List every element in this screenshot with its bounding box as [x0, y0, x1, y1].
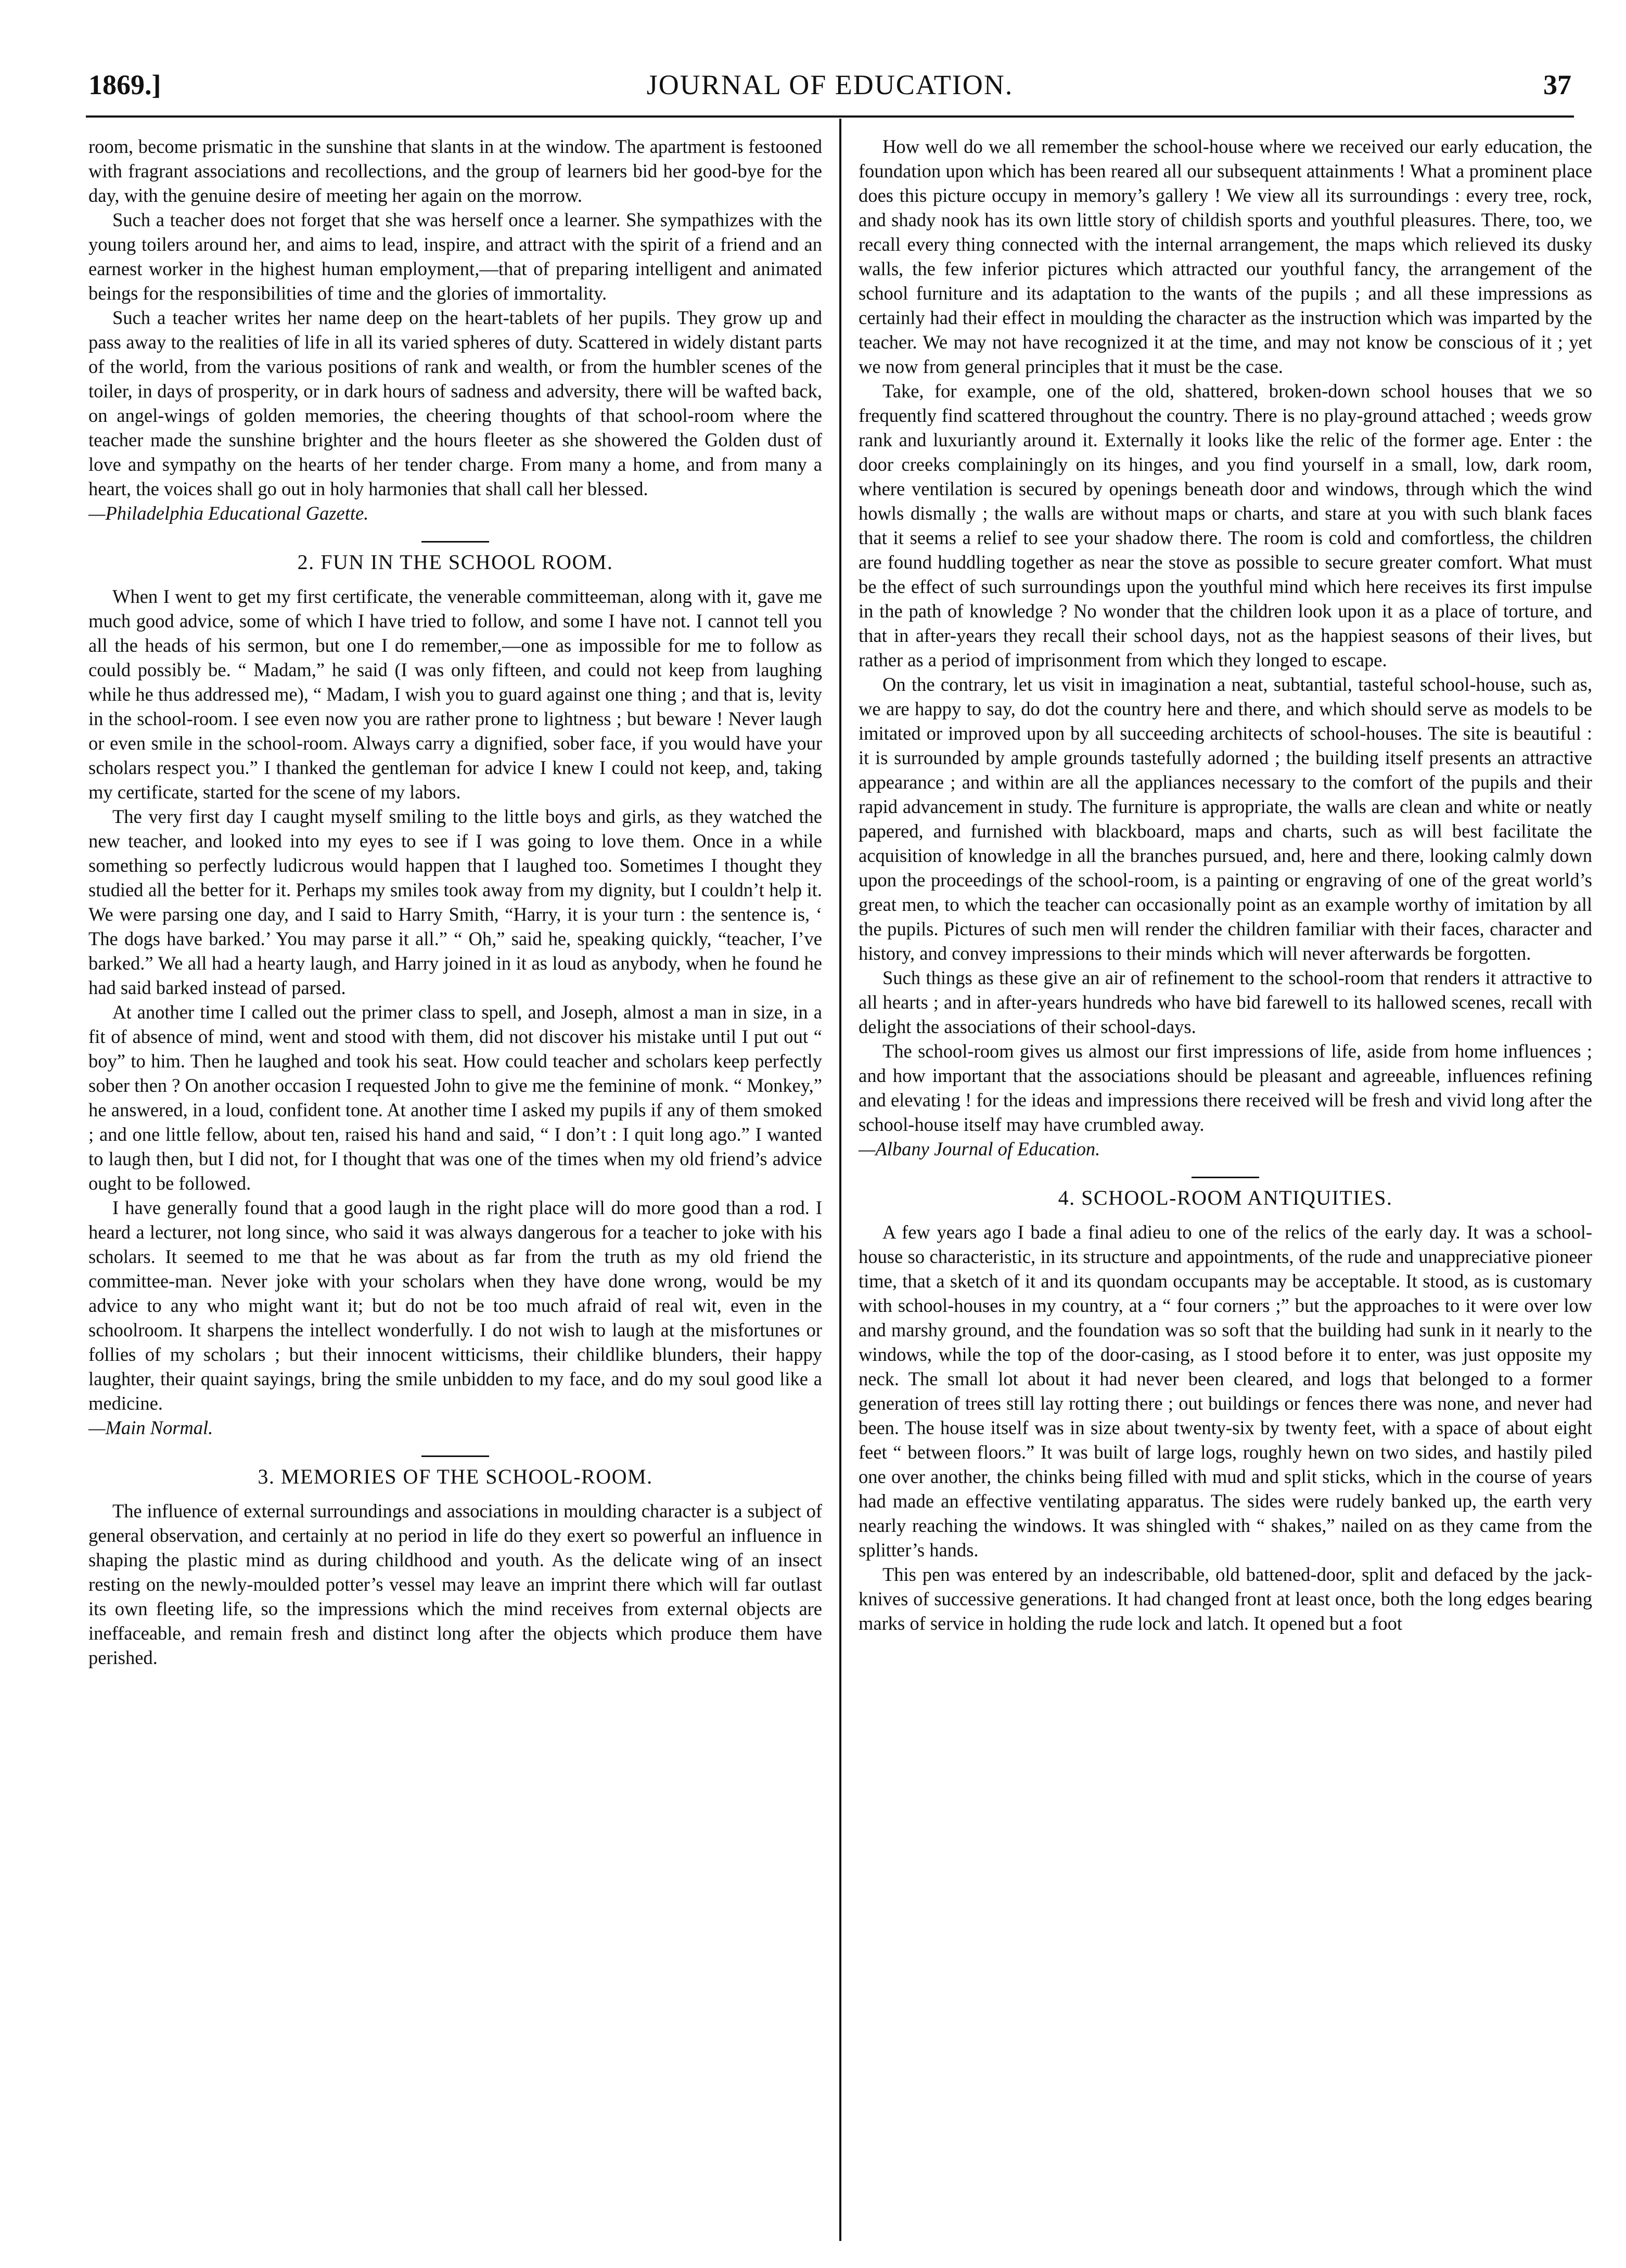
section-rule	[1192, 1177, 1259, 1178]
source-attribution: —Philadelphia Educational Gazette.	[88, 502, 369, 524]
paragraph: Take, for example, one of the old, shattered, broken-down school houses that we so frequently find scattered throughout the country. There is no play-ground attached ; weeds grow rank and luxuriantly around it. Externally it looks like the relic of the former age. Enter : the door creeks complainingly on its hinges, and you find yourself in a small, low, dark room, where ventilation is secured by openings beneath door and windows, through which the wind howls dismally ; the walls are without maps or charts, and stare at you with such blank faces that it seems a relief to see your shadow there. The room is cold and comfortless, the children are found huddling together as near the stove as possible to secure greater comfort. What must be the effect of such surroundings upon the youthful mind which here receives its first impulse in the path of knowledge ? No wonder that the children look upon it as a place of torture, and that in after-years they recall their school days, not as the happiest seasons of their lives, but rather as a period of imprisonment from which they longed to escape.	[859, 380, 1592, 671]
left-column	[88, 134, 822, 1670]
section-rule	[421, 541, 489, 543]
column-divider	[839, 119, 841, 2241]
paragraph: How well do we all remember the school-house where we received our early education, the foundation upon which has been reared all our subsequent attainments ! What a prominent place does this picture occupy in memory’s gallery ! We view all its surroundings : every tree, rock, and shady nook has its own little story of childish sports and youthful pleasures. There, too, we recall every thing connected with the internal arrangement, the maps which relieved its dusky walls, the few inferior pictures which attracted our youthful fancy, the arrangement of the school furniture and its adaptation to the wants of the pupils ; and all these impressions as certainly had their effect in moulding the character as the instruction which was imparted by the teacher. We may not have recognized it at the time, and may not know be conscious of it ; yet we now from general principles that it must be the case.	[859, 136, 1592, 377]
section-title: 4. SCHOOL-ROOM ANTIQUITIES.	[1058, 1186, 1393, 1209]
paragraph: The very first day I caught myself smiling to the little boys and girls, as they watched the new teacher, and looked into my eyes to see if I was going to love them. Once in a while something so perfectly ludicrous would happen that I laughed too. Sometimes I thought they studied all the better for it. Perhaps my smiles took away from my dignity, but I couldn’t help it. We were parsing one day, and I said to Harry Smith, “Harry, it is your turn : the sentence is, ‘ The dogs have barked.’ You may parse it all.” “ Oh,” said he, speaking quickly, “teacher, I’ve barked.” We all had a hearty laugh, and Harry joined in it as loud as anybody, when he found he had said barked instead of parsed.	[88, 806, 822, 998]
header-date: 1869.]	[88, 69, 161, 100]
paragraph: Such things as these give an air of refinement to the school-room that renders it attractive to all hearts ; and in after-years hundreds who have bid farewell to its hallowed scenes, recall with delight the associations of their school-days.	[859, 967, 1592, 1037]
paragraph: On the contrary, let us visit in imagination a neat, subtantial, tasteful school-house, such as, we are happy to say, do dot the country here and there, and which should serve as models to be imitated or improved upon by all succeeding architects of school-houses. The site is beautiful : it is surrounded by ample grounds tastefully adorned ; the building itself presents an attractive appearance ; and within are all the appliances necessary to the comfort of the pupils and their rapid advancement in study. The furniture is appropriate, the walls are clean and white or neatly papered, and furnished with blackboard, maps and charts, such as will best facilitate the acquisition of knowledge in all the branches pursued, and, here and there, looking calmly down upon the proceedings of the school-room, is a painting or engraving of one of the great world’s great men, to which the teacher can occasionally point as an example worthy of imitation by all the pupils. Pictures of such men will render the children familiar with their faces, character and history, and convey impressions to their minds which will never afterwards be forgotten.	[859, 674, 1592, 964]
section-rule	[421, 1455, 489, 1457]
paragraph: Such a teacher writes her name deep on the heart-tablets of her pupils. They grow up and pass away to the realities of life in all its varied spheres of duty. Scattered in widely distant parts of the world, from the various positions of rank and wealth, or from the humbler scenes of the toiler, in days of prosperity, or in dark hours of sadness and adversity, there will be wafted back, on angel-wings of golden memories, the cheering thoughts of that school-room where the teacher made the sunshine brighter and the hours fleeter as she showered the Golden dust of love and sympathy on the hearts of her tender charge. From many a home, and from many a heart, the voices shall go out in holy harmonies that shall call her blessed.	[88, 307, 822, 499]
paragraph: room, become prismatic in the sunshine that slants in at the window. The apartment is festooned with fragrant associations and recollections, and the group of learners bid her good-bye for the day, with the genuine desire of meeting her again on the morrow.	[88, 136, 822, 206]
right-column	[859, 134, 1592, 1635]
page-number: 37	[1543, 69, 1571, 100]
paragraph: At another time I called out the primer class to spell, and Joseph, almost a man in size, in a fit of absence of mind, went and stood with them, did not discover his mistake until I put out “ boy” to him. Then he laughed and took his seat. How could teacher and scholars keep perfectly sober then ? On another occasion I requested John to give me the feminine of monk. “ Monkey,” he answered, in a loud, confident tone. At another time I asked my pupils if any of them smoked ; and one little fellow, about ten, raised his hand and said, “ I don’t : I quit long ago.” I wanted to laugh then, but I did not, for I thought that was one of the times when my old friend’s advice ought to be followed.	[88, 1001, 822, 1194]
header-rule	[86, 115, 1574, 118]
paragraph: I have generally found that a good laugh in the right place will do more good than a rod. I heard a lecturer, not long since, who said it was always dangerous for a teacher to joke with his scholars. It seemed to me that he was about as far from the truth as my old friend the committee-man. Never joke with your scholars when they have done wrong, would be my advice to any who might want it; but do not be too much afraid of real wit, even in the schoolroom. It sharpens the intellect wonderfully. I do not wish to laugh at the misfortunes or follies of my scholars ; but their innocent witticisms, their childlike blunders, their happy laughter, their quaint sayings, bring the smile unbidden to my face, and do my soul good like a medicine.	[88, 1197, 822, 1414]
paragraph: The influence of external surroundings and associations in moulding character is a subject of general observation, and certainly at no period in life do they exert so powerful an influence in shaping the plastic mind as during childhood and youth. As the delicate wing of an insect resting on the newly-moulded potter’s vessel may leave an imprint there which will far outlast its own fleeting life, so the impressions which the mind receives from external objects are ineffaceable, and remain fresh and distinct long after the objects which produce them have perished.	[88, 1500, 822, 1668]
paragraph: Such a teacher does not forget that she was herself once a learner. She sympathizes with the young toilers around her, and aims to lead, inspire, and attract with the spirit of a friend and an earnest worker in the highest human employment,—that of preparing intelligent and animated beings for the responsibilities of time and the glories of immortality.	[88, 209, 822, 304]
paragraph: A few years ago I bade a final adieu to one of the relics of the early day. It was a school-house so characteristic, in its structure and appointments, of the rude and unappreciative pioneer time, that a sketch of it and its quondam occupants may be acceptable. It stood, as is customary with school-houses in my country, at a “ four corners ;” but the approaches to it were over low and marshy ground, and the foundation was so soft that the building had sunk in it nearly to the windows, while the top of the door-casing, as I stood before it to enter, was just opposite my neck. The small lot about it had never been cleared, and logs that belonged to a former generation of trees still lay rotting there ; out buildings or fences there was none, and never had been. The house itself was in size about twenty-six by twenty feet, with a space of about eight feet “ between floors.” It was built of large logs, roughly hewn on two sides, and hastily piled one over another, the chinks being filled with mud and split sticks, which in the course of years had made an effective ventilating apparatus. The sides were rudely banked up, the earth very nearly reaching the windows. It was shingled with “ shakes,” nailed on as they came from the splitter’s hands.	[859, 1221, 1592, 1561]
journal-title: JOURNAL OF EDUCATION.	[646, 69, 1014, 100]
paragraph: This pen was entered by an indescribable, old battened-door, split and defaced by the jack-knives of successive generations. It had changed front at least once, both the long edges bearing marks of service in holding the rude lock and latch. It opened but a foot	[859, 1564, 1592, 1634]
paragraph: When I went to get my first certificate, the venerable committeeman, along with it, gave me much good advice, some of which I have tried to follow, and some I have not. I cannot tell you all the heads of his sermon, but one I do remember,—one as impossible for me to follow as could possibly be. “ Madam,” he said (I was only fifteen, and could not keep from laughing while he thus addressed me), “ Madam, I wish you to guard against one thing ; and that is, levity in the school-room. I see even now you are rather prone to lightness ; but beware ! Never laugh or even smile in the school-room. Always carry a dignified, sober face, if you would have your scholars respect you.” I thanked the gentleman for advice I knew I could not keep, and, taking my certificate, started for the scene of my labors.	[88, 586, 822, 803]
section-title: 3. MEMORIES OF THE SCHOOL-ROOM.	[258, 1465, 653, 1488]
source-attribution: —Main Normal.	[88, 1417, 213, 1438]
section-title: 2. FUN IN THE SCHOOL ROOM.	[297, 550, 613, 574]
running-header	[88, 61, 1571, 108]
paragraph: The school-room gives us almost our first impressions of life, aside from home influences ; and how important that the associations should be pleasant and agreeable, influences refining and elevating ! for the ideas and impressions there received will be fresh and vivid long after the school-house itself may have crumbled away.	[859, 1040, 1592, 1135]
source-attribution: —Albany Journal of Education.	[859, 1138, 1100, 1159]
